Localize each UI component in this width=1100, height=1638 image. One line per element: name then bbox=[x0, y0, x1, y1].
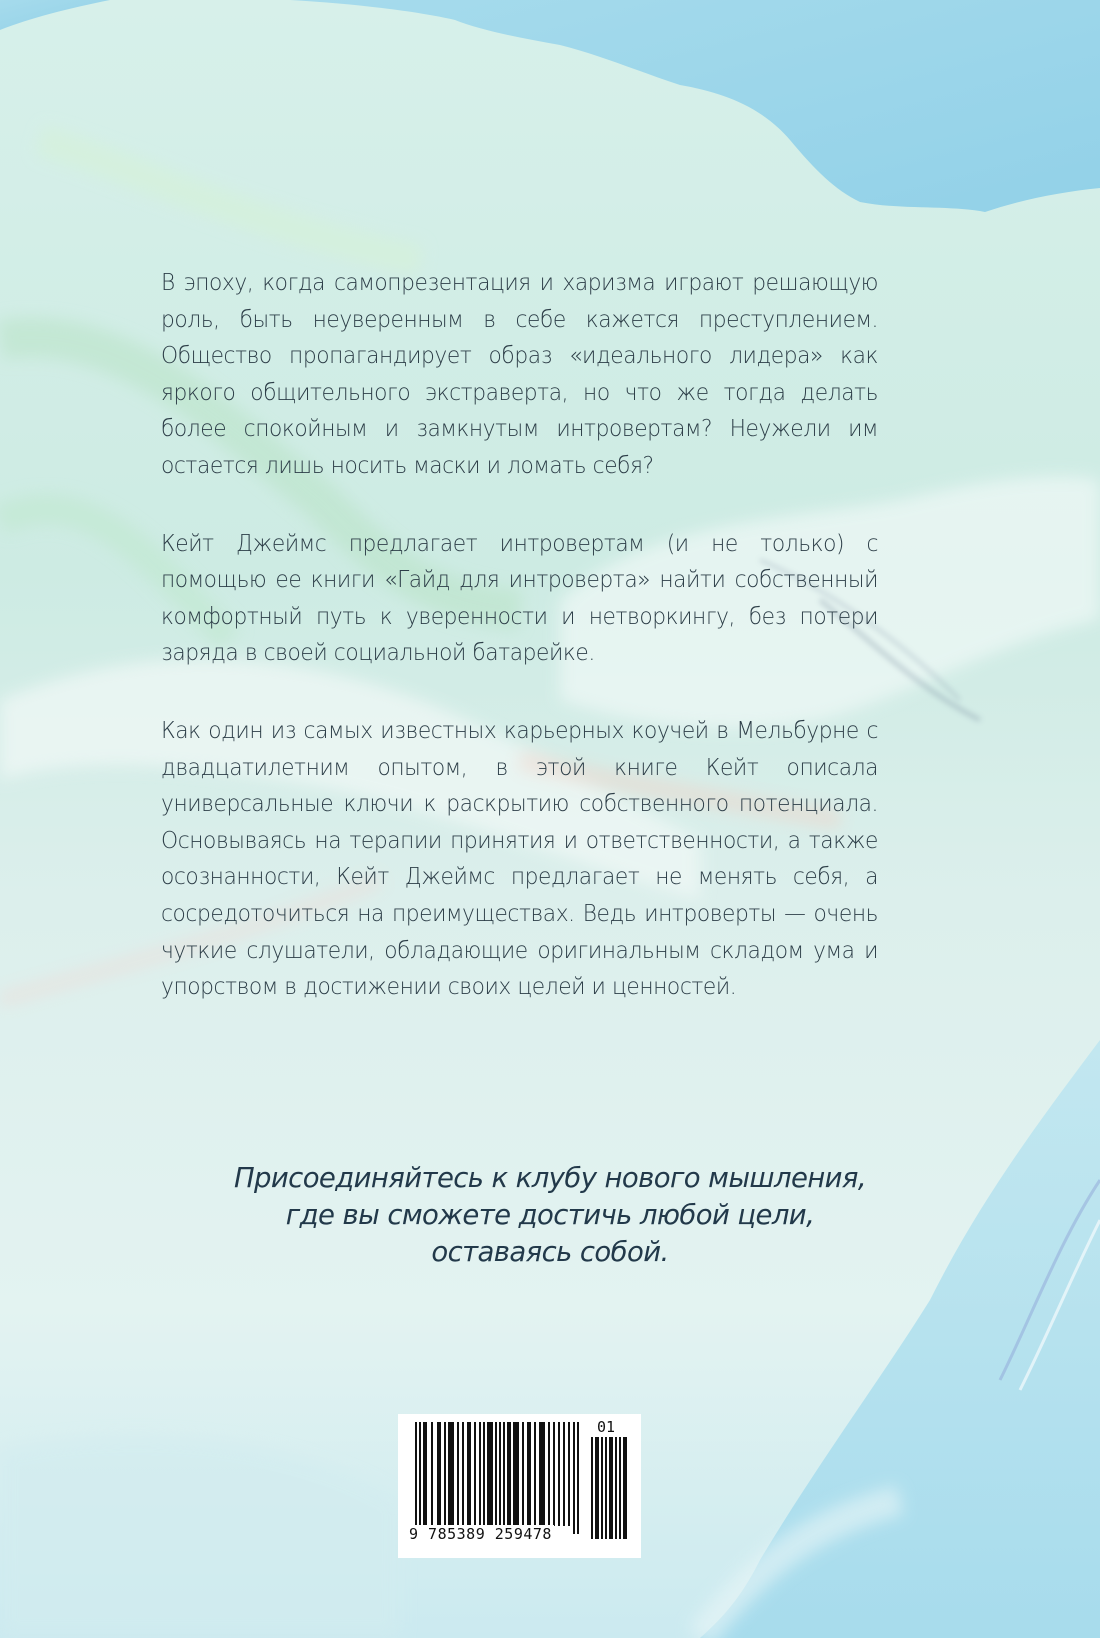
tagline-quote bbox=[120, 1160, 980, 1271]
tagline-line-3: оставаясь собой. bbox=[431, 1236, 669, 1268]
barcode-addon-bars-icon bbox=[591, 1437, 629, 1539]
description-paragraph-3: Как один из самых известных карьерных коучей в Мельбурне с двадцатилетним опытом, в этой книге Кейт описала универсальные ключи к раскрытию собственного потенциала. Основываясь на терапии принятия и ответственности, а также осознанности, Кейт Джеймс предлагает не менять себя, а сосредоточиться на преимуществах. Ведь интроверты — очень чуткие слушатели, обладающие оригинальным складом ума и упорством в достижении своих целей и ценностей. bbox=[161, 715, 879, 1001]
barcode-addon-number: 01 bbox=[597, 1418, 616, 1436]
description-paragraph-2: Кейт Джеймс предлагает интровертам (и не только) с помощью ее книги «Гайд для интроверта» найти собственный комфортный путь к уверенности и нетворкингу, без потери заряда в своей социальной батарейке. bbox=[161, 528, 879, 667]
tagline-line-1: Присоединяйтесь к клубу нового мышления, bbox=[233, 1162, 867, 1194]
back-cover-description bbox=[161, 264, 878, 1046]
tagline-line-2: где вы сможете достичь любой цели, bbox=[285, 1199, 815, 1231]
description-paragraph-1: В эпоху, когда самопрезентация и харизма играют решающую роль, быть неуверенным в себе кажется преступлением. Общество пропагандирует образ «идеального лидера» как яркого общительного экстраверта, но что же тогда делать более спокойным и замкнутым интровертам? Неужели им остается лишь носить маски и ломать себя? bbox=[161, 268, 879, 479]
barcode-bars-icon bbox=[415, 1422, 581, 1534]
isbn-number: 9 785389 259478 bbox=[409, 1525, 552, 1543]
isbn-barcode bbox=[398, 1414, 641, 1558]
